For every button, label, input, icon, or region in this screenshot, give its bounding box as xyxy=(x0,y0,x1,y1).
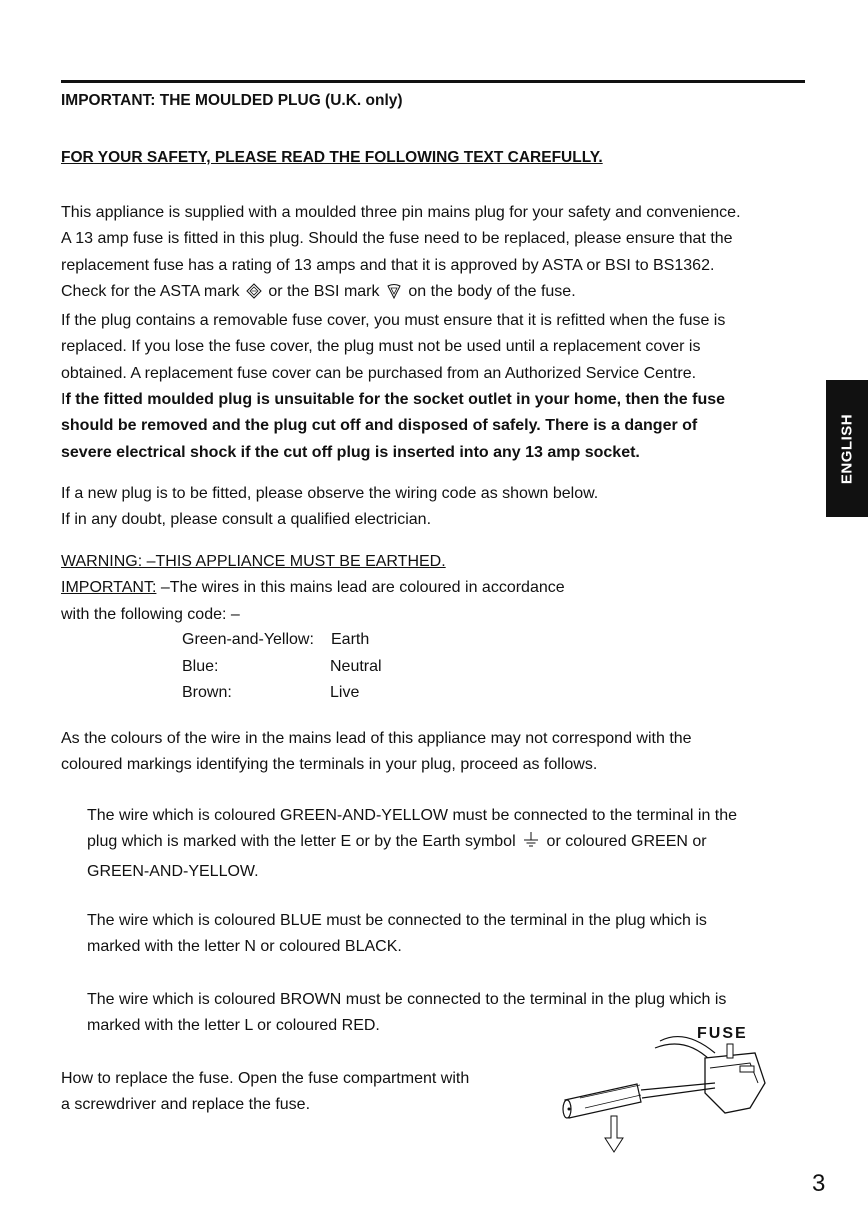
earth-text: plug which is marked with the letter E or by the Earth symbol xyxy=(87,833,516,851)
wire-colour: Brown: xyxy=(182,684,232,701)
intro-line xyxy=(61,279,821,308)
instruction-line: The wire which is coloured BLUE must be connected to the terminal in the plug which is xyxy=(87,912,707,929)
earthing-warning xyxy=(61,549,821,628)
instruction-line: marked with the letter N or coloured BLACK. xyxy=(87,938,402,956)
new-plug-paragraph xyxy=(61,481,821,534)
screwdriver-icon xyxy=(563,1083,715,1118)
warning-prefix: I xyxy=(61,391,66,409)
instruction-line xyxy=(87,829,817,858)
page-number: 3 xyxy=(812,1170,826,1197)
warning-line: should be removed and the plug cut off and disposed of safely. There is a danger of xyxy=(61,417,698,435)
instruction-line: marked with the letter L or coloured RED. xyxy=(87,1017,380,1035)
wire-colour: Blue: xyxy=(182,658,219,675)
green-yellow-instruction xyxy=(87,803,817,885)
language-tab xyxy=(826,380,868,517)
instruction-line: The wire which is coloured GREEN-AND-YELLOW must be connected to the terminal in the xyxy=(87,807,738,824)
earth-warning: WARNING: –THIS APPLIANCE MUST BE EARTHED. xyxy=(61,553,446,570)
colours-line: coloured markings identifying the terminals in your plug, proceed as follows. xyxy=(61,756,598,774)
important-line xyxy=(61,575,821,601)
new-plug-line: If a new plug is to be fitted, please observe the wiring code as shown below. xyxy=(61,485,599,502)
warning-line: severe electrical shock if the cut off plug is inserted into any 13 amp socket. xyxy=(61,443,640,461)
wire-role: Neutral xyxy=(330,658,382,675)
safety-heading: FOR YOUR SAFETY, PLEASE READ THE FOLLOWING TEXT CAREFULLY. xyxy=(61,149,603,166)
fuse-replacement-illustration xyxy=(555,1028,785,1158)
top-rule xyxy=(61,80,805,83)
blue-instruction xyxy=(87,908,817,961)
asta-text: Check for the ASTA mark xyxy=(61,282,240,300)
bsi-kitemark-icon xyxy=(386,282,402,308)
fuse-body-text: on the body of the fuse. xyxy=(408,282,576,300)
important-text: –The wires in this mains lead are coloured in accordance xyxy=(156,579,565,597)
intro-paragraph xyxy=(61,200,821,466)
colours-paragraph xyxy=(61,726,821,779)
down-arrow-icon xyxy=(605,1116,623,1152)
intro-line: obtained. A replacement fuse cover can be purchased from an Authorized Service Centre. xyxy=(61,364,697,382)
code-line: with the following code: – xyxy=(61,605,240,623)
wire-colour: Green-and-Yellow: xyxy=(182,631,314,648)
intro-line: replaced. If you lose the fuse cover, the plug must not be used until a replacement cover is xyxy=(61,338,701,356)
fuse-paragraph xyxy=(61,1066,531,1119)
intro-line: A 13 amp fuse is fitted in this plug. Should the fuse need to be replaced, please ensure that the xyxy=(61,230,733,248)
instruction-line: GREEN-AND-YELLOW. xyxy=(87,862,259,880)
fuse-line: a screwdriver and replace the fuse. xyxy=(61,1096,311,1114)
intro-line: replacement fuse has a rating of 13 amps and that it is approved by ASTA or BSI to BS1362. xyxy=(61,256,715,274)
important-label: IMPORTANT: xyxy=(61,579,157,597)
wire-role: Live xyxy=(330,684,360,701)
warning-bold: f the fitted moulded plug is unsuitable for the socket outlet in your home, then the fuse xyxy=(65,391,726,409)
colours-line: As the colours of the wire in the mains lead of this appliance may not correspond with the xyxy=(61,730,692,747)
plug-pin-icon xyxy=(727,1044,733,1058)
intro-line: This appliance is supplied with a moulded three pin mains plug for your safety and convenience. xyxy=(61,204,741,221)
warning-line xyxy=(61,387,821,413)
green-text: or coloured GREEN or xyxy=(546,833,707,851)
new-plug-line: If in any doubt, please consult a qualified electrician. xyxy=(61,511,432,529)
earth-symbol-icon xyxy=(522,831,540,858)
page-title: IMPORTANT: THE MOULDED PLUG (U.K. only) xyxy=(61,92,403,109)
instruction-line: The wire which is coloured BROWN must be connected to the terminal in the plug which is xyxy=(87,991,727,1008)
plug-pin-icon xyxy=(740,1066,754,1072)
bsi-text: or the BSI mark xyxy=(268,282,380,300)
fuse-label: FUSE xyxy=(697,1025,748,1042)
language-tab-label: ENGLISH xyxy=(838,413,856,484)
intro-line: If the plug contains a removable fuse cover, you must ensure that it is refitted when the fuse is xyxy=(61,312,726,330)
wire-role: Earth xyxy=(331,631,370,648)
fuse-line: How to replace the fuse. Open the fuse compartment with xyxy=(61,1070,470,1087)
asta-mark-icon xyxy=(246,282,262,308)
